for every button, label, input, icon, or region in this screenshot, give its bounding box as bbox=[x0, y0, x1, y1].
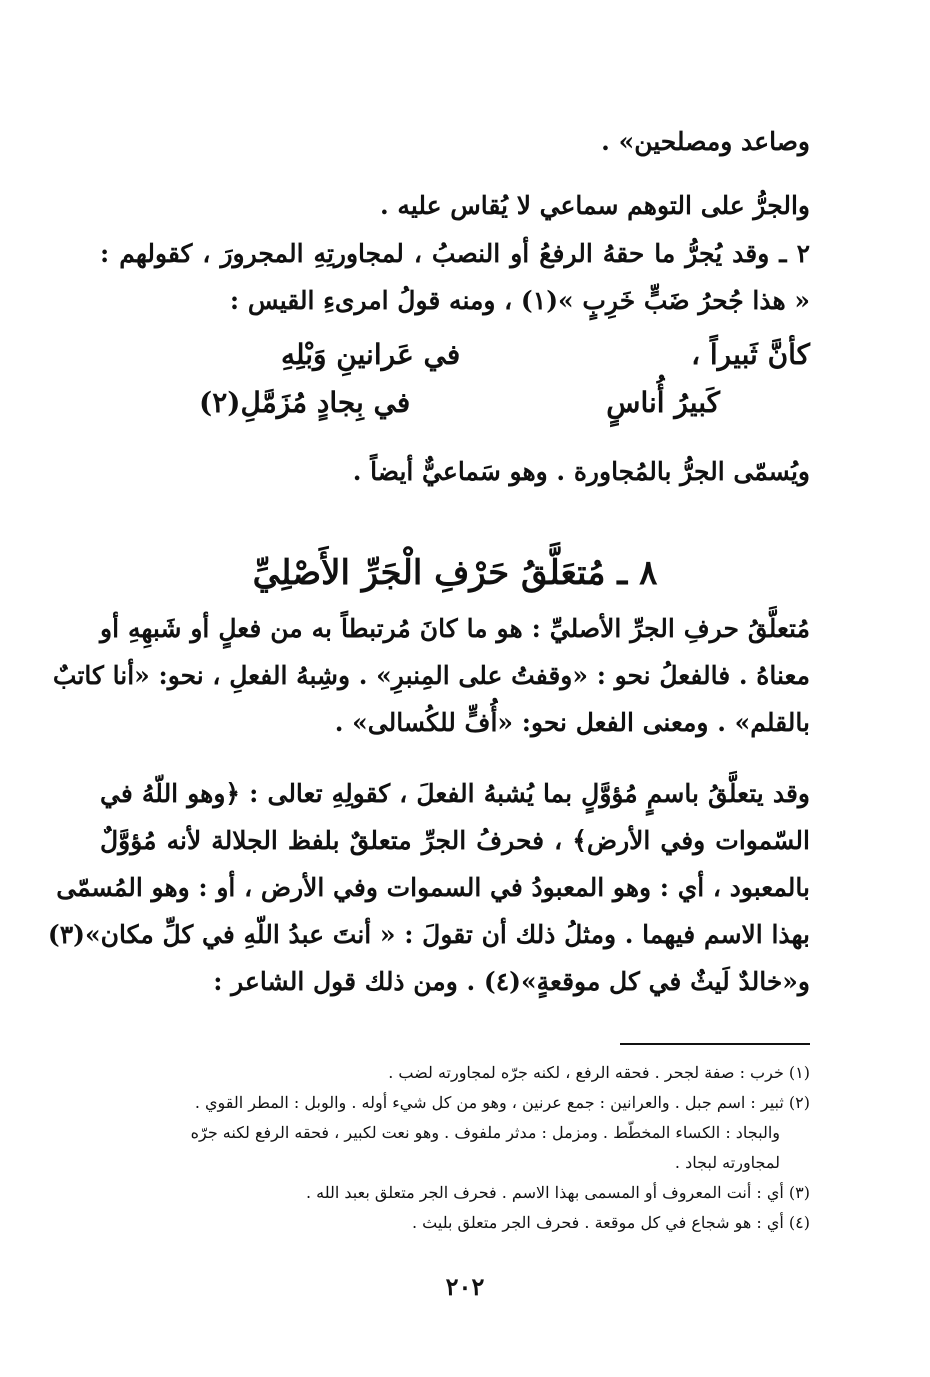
verse-hemistich: في بِجادٍ مُزَمَّلِ(٢) bbox=[198, 386, 411, 419]
text-line: وصاعد ومصلحين» . bbox=[601, 127, 810, 156]
text-line: بالمعبود ، أي : وهو المعبودُ في السموات وفي الأرض ، أو : وهو المُسمّى bbox=[56, 873, 810, 902]
text-line: و«خالدٌ لَيثٌ في كل موقعةٍ»(٤) . ومن ذلك قول الشاعر : bbox=[213, 967, 810, 996]
paragraph-jarr-tawahhum bbox=[100, 182, 810, 229]
text-line: وقد يتعلَّقُ باسمٍ مُؤوَّلٍ بما يُشبهُ الفعلَ ، كقولِهِ تعالى : ﴿وهو اللّهُ في bbox=[100, 779, 810, 808]
paragraph-top bbox=[100, 118, 810, 165]
text-line: « هذا جُحرُ ضَبٍّ خَرِبٍ »(١) ، ومنه قولُ امرىءِ القيس : bbox=[229, 286, 810, 315]
text-line: مُتعلَّقُ حرفِ الجرِّ الأصليِّ : هو ما كانَ مُرتبطاً به من فعلٍ أو شَبهِهِ أو bbox=[100, 614, 810, 643]
page-number: ٢٠٢ bbox=[445, 1272, 485, 1301]
text-line: بهذا الاسم فيهما . ومثلُ ذلك أن تقولَ : « أنتَ عبدُ اللّهِ في كلِّ مكان»(٣) bbox=[47, 920, 810, 949]
verse-hemistich: في عَرانينِ وَبْلِهِ bbox=[280, 338, 461, 371]
paragraph-definition bbox=[52, 605, 810, 746]
footnote-divider bbox=[620, 1043, 810, 1045]
text-line: السّموات وفي الأرض﴾ ، فحرفُ الجرِّ متعلقٌ بلفظ الجلالة لأنه مُؤوَّلٌ bbox=[100, 826, 810, 855]
verse-hemistich: كأنَّ ثَبيراً ، bbox=[691, 338, 810, 371]
footnote-1: (١) خرب : صفة لجحر . فحقه الرفع ، لكنه جرّه لمجاورته لضب . bbox=[388, 1063, 810, 1082]
paragraph-qad-yataallaq bbox=[47, 770, 810, 1005]
section-heading: ٨ ـ مُتعَلَّقُ حَرْفِ الْجَرِّ الأَصْلِيِّ bbox=[252, 553, 658, 593]
footnote-4: (٤) أي : هو شجاع في كل موقعة . فحرف الجر متعلق بليث . bbox=[411, 1213, 810, 1232]
verse-line-2 bbox=[100, 386, 720, 419]
paragraph-point-two bbox=[100, 230, 810, 324]
verse-line-1 bbox=[110, 338, 810, 371]
footnote-3: (٣) أي : أنت المعروف أو المسمى بهذا الاسم . فحرف الجر متعلق بعبد الله . bbox=[305, 1183, 810, 1202]
footnote-2-continued: لمجاورته لبجاد . bbox=[674, 1153, 780, 1172]
verse-hemistich: كَبيرُ أُناسٍ bbox=[606, 386, 720, 419]
text-line: معناهُ . فالفعلُ نحو : «وقفتُ على المِنبرِ» . وشِبهُ الفعلِ ، نحو: «أنا كاتبٌ bbox=[52, 661, 810, 690]
text-line: والجرُّ على التوهم سماعي لا يُقاس عليه . bbox=[380, 191, 810, 220]
paragraph-called-mujawara bbox=[100, 448, 810, 495]
footnote-2-continued: والبجاد : الكساء المخطّط . ومزمل : مدثر ملفوف . وهو نعت لكبير ، فحقه الرفع لكنه جرّه bbox=[190, 1123, 780, 1142]
text-line: ويُسمّى الجرُّ بالمُجاورة . وهو سَماعيٌّ أيضاً . bbox=[352, 457, 810, 486]
text-line: ٢ ـ وقد يُجرُّ ما حقهُ الرفعُ أو النصبُ ، لمجاورتِهِ المجرورَ ، كقولهم : bbox=[100, 239, 810, 268]
footnotes bbox=[100, 1058, 810, 1238]
text-line: بالقلم» . ومعنى الفعل نحو: «أُفٍّ للكُسالى» . bbox=[334, 708, 810, 737]
footnote-2: (٢) ثبير : اسم جبل . والعرانين : جمع عرنين ، وهو من كل شيء أوله . والوبل : المطر القوي . bbox=[194, 1093, 810, 1112]
